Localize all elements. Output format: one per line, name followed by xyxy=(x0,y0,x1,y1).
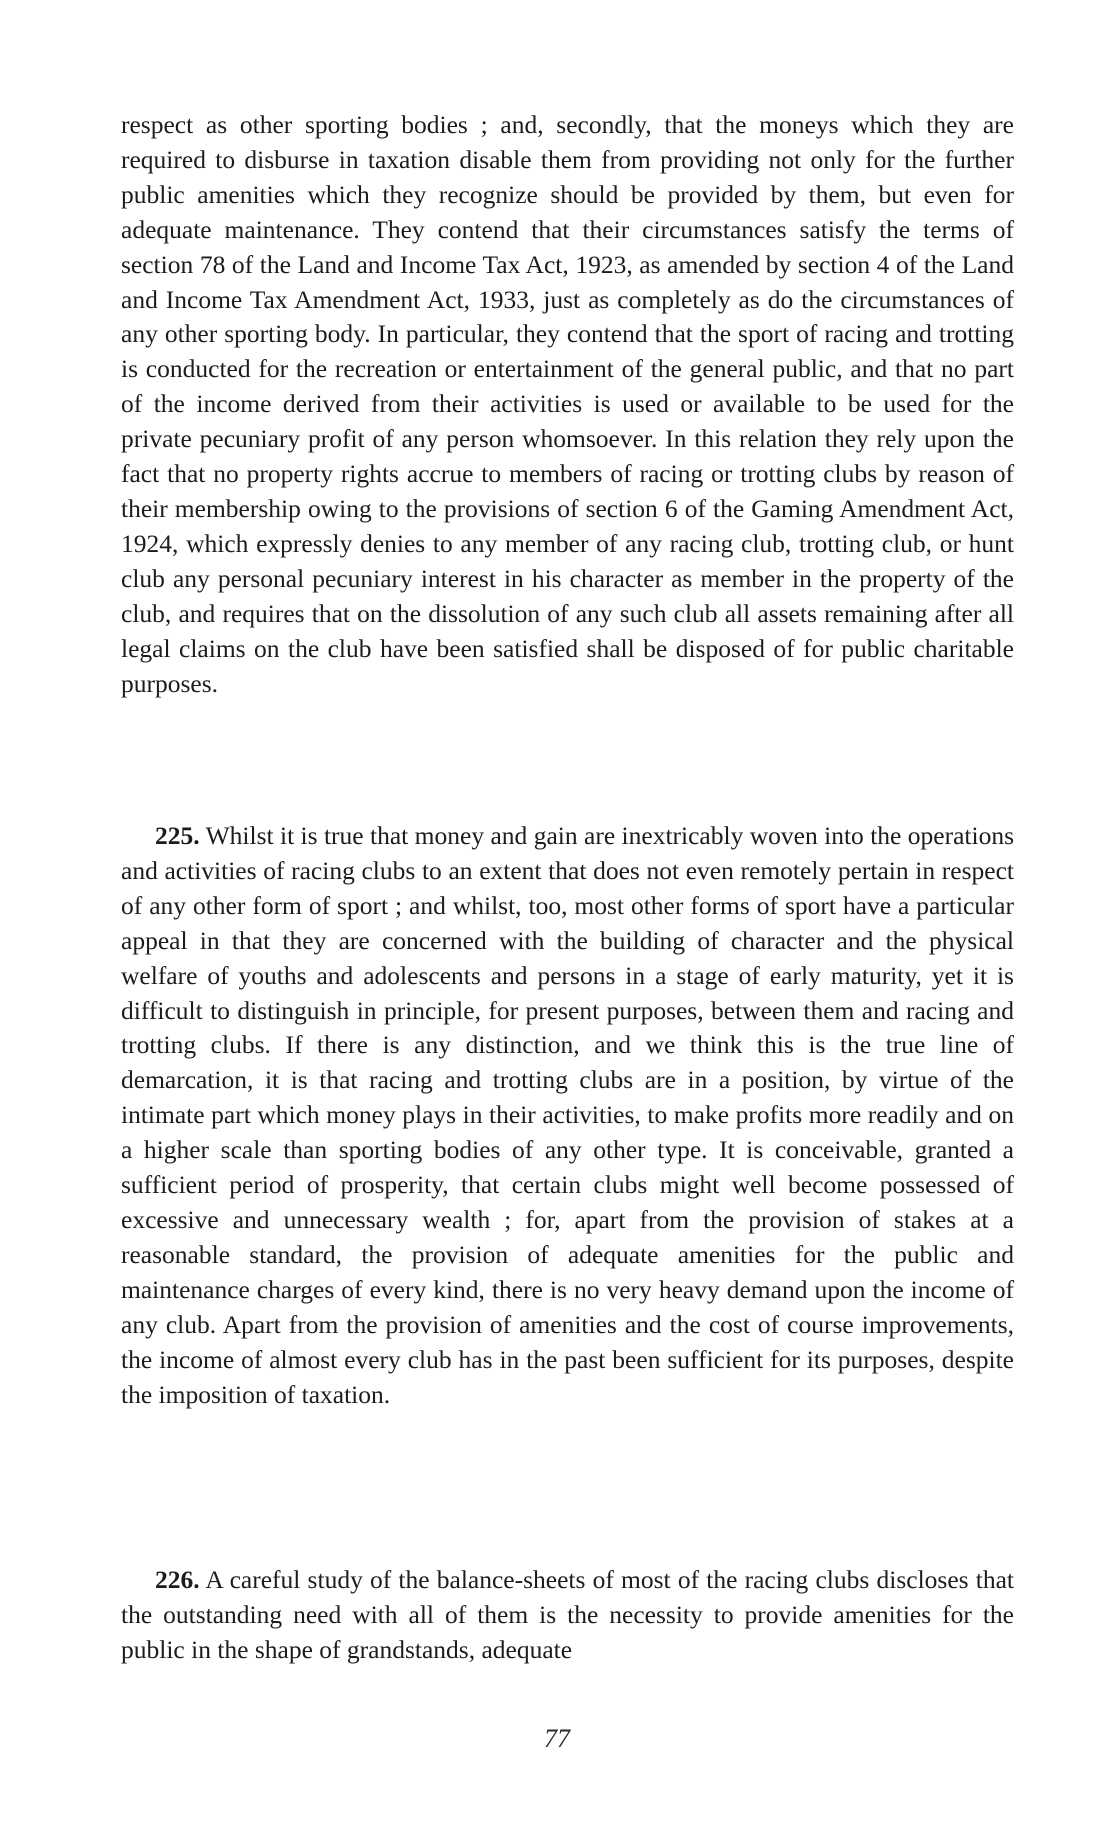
paragraph-continued xyxy=(121,108,1014,701)
paragraph-text: respect as other sporting bodies ; and, secondly, that the moneys which they are required to disburse in taxation disable them from providing not only for the further public amenities which they recognize should be provided by them, but even for adequate maintenance. They contend that their circumstances satisfy the terms of section 78 of the Land and Income Tax Act, 1923, as amended by section 4 of the Land and Income Tax Amendment Act, 1933, just as completely as do the circumstances of any other sporting body. In particular, they contend that the sport of racing and trotting is conducted for the recreation or entertainment of the general public, and that no part of the income derived from their activities is used or available to be used for the private pecuniary profit of any person whomsoever. In this relation they rely upon the fact that no property rights accrue to members of racing or trotting clubs by reason of their membership owing to the provisions of section 6 of the Gaming Amendment Act, 1924, which expressly denies to any member of any racing club, trotting club, or hunt club any personal pecuniary interest in his character as member in the property of the club, and requires that on the dissolution of any such club all assets remaining after all legal claims on the club have been satisfied shall be disposed of for public charitable purposes. xyxy=(121,110,1014,698)
paragraph-number: 225. xyxy=(155,821,200,850)
paragraph-text: Whilst it is true that money and gain are inextricably woven into the operations and activities of racing clubs to an extent that does not even remotely pertain in respect of any other form of sport ; and whilst, too, most other forms of sport have a particular appeal in that they are concerned with the building of character and the physical welfare of youths and adolescents and persons in a stage of early maturity, yet it is difficult to distinguish in principle, for present purposes, between them and racing and trotting clubs. If there is any distinction, and we think this is the true line of demarcation, it is that racing and trotting clubs are in a position, by virtue of the intimate part which money plays in their activities, to make profits more readily and on a higher scale than sporting bodies of any other type. It is conceivable, granted a sufficient period of prosperity, that certain clubs might well become possessed of excessive and unnecessary wealth ; for, apart from the provision of stakes at a reasonable standard, the provision of adequate amenities for the public and maintenance charges of every kind, there is no very heavy demand upon the income of any club. Apart from the provision of amenities and the cost of course improvements, the income of almost every club has in the past been sufficient for its purposes, despite the imposition of taxation. xyxy=(121,821,1014,1409)
paragraph-225 xyxy=(121,819,1014,1412)
paragraph-text: A careful study of the balance-sheets of most of the racing clubs discloses that the outstanding need with all of them is the necessity to provide amenities for the public in the shape of grandstands, adequate xyxy=(121,1565,1014,1664)
paragraph-226 xyxy=(121,1563,1014,1668)
page-number: 77 xyxy=(544,1724,570,1753)
paragraph-number: 226. xyxy=(155,1565,200,1594)
